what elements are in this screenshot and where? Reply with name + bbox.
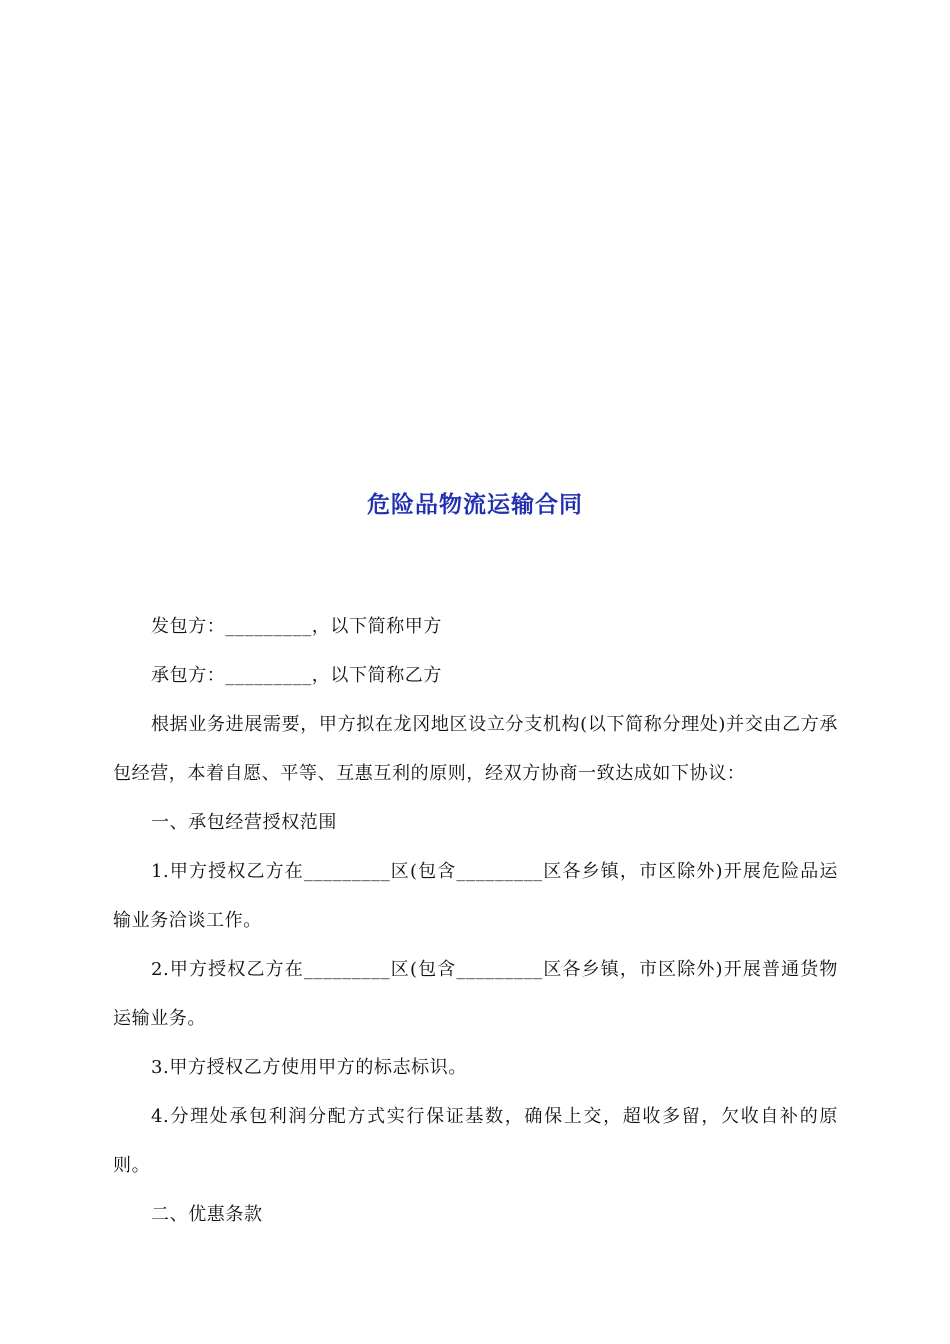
preamble-paragraph: 根据业务进展需要，甲方拟在龙冈地区设立分支机构(以下简称分理处)并交由乙方承包经营，本着自愿、平等、互惠互利的原则，经双方协商一致达成如下协议： bbox=[113, 714, 838, 784]
section-heading-scope: 一、承包经营授权范围 bbox=[151, 812, 337, 833]
contract-body bbox=[113, 602, 838, 1239]
document-title: 危险品物流运输合同 bbox=[367, 492, 583, 518]
clause-4: 4.分理处承包利润分配方式实行保证基数，确保上交，超收多留，欠收自补的原则。 bbox=[113, 1106, 838, 1176]
party-a-line: 发包方：_________，以下简称甲方 bbox=[151, 616, 442, 637]
party-b-line: 承包方：_________，以下简称乙方 bbox=[151, 665, 442, 686]
section-heading-preferential: 二、优惠条款 bbox=[151, 1204, 263, 1225]
clause-3: 3.甲方授权乙方使用甲方的标志标识。 bbox=[151, 1057, 467, 1078]
clause-1: 1.甲方授权乙方在_________区(包含_________区各乡镇，市区除外)开展危险品运输业务洽谈工作。 bbox=[113, 861, 838, 931]
clause-2: 2.甲方授权乙方在_________区(包含_________区各乡镇，市区除外)开展普通货物运输业务。 bbox=[113, 959, 838, 1029]
